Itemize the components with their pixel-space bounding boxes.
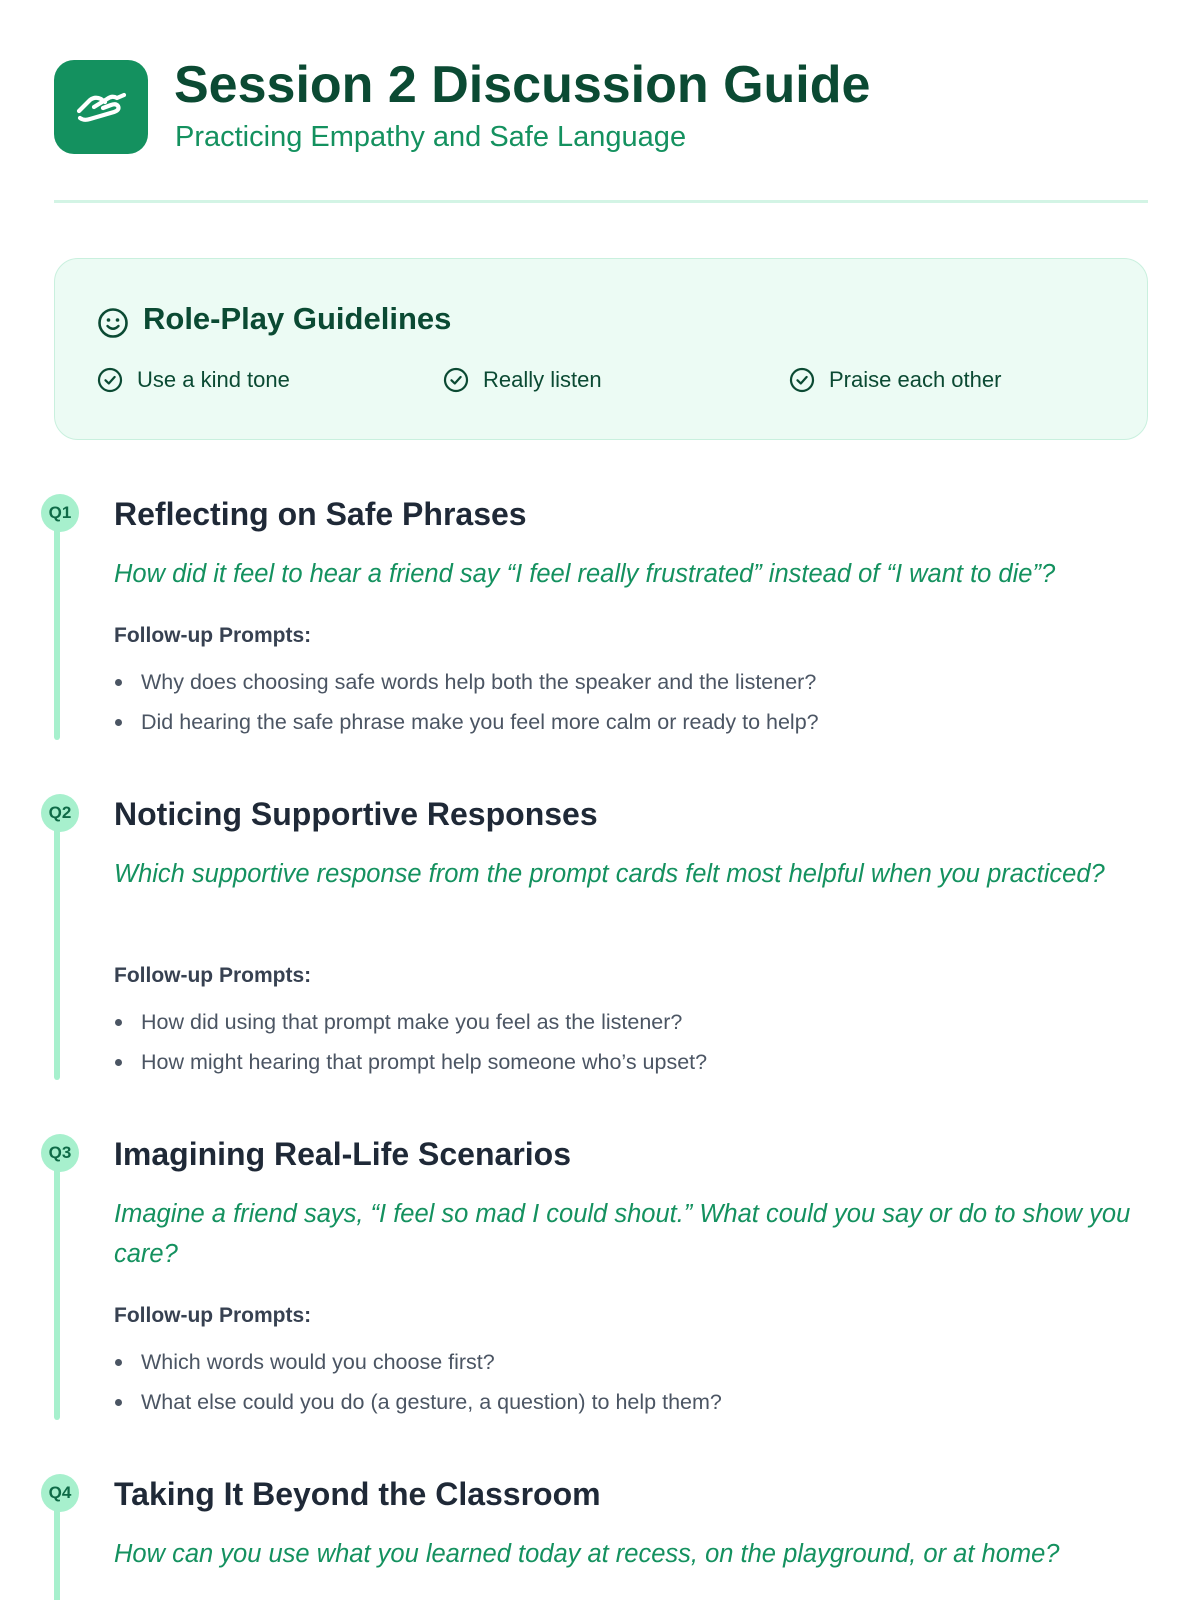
list-item: How did using that prompt make you feel as the listener? [114, 1002, 1154, 1042]
question-title: Taking It Beyond the Classroom [114, 1476, 601, 1512]
question-badge: Q4 [41, 1474, 79, 1512]
list-item: Did hearing the safe phrase make you feel more calm or ready to help? [114, 702, 1154, 742]
timeline-line [54, 810, 60, 1080]
page-header [54, 56, 1148, 155]
follow-up-list [114, 1342, 1154, 1422]
list-item: Which words would you choose first? [114, 1342, 1154, 1382]
follow-up-label: Follow-up Prompts: [114, 964, 312, 987]
logo [54, 60, 148, 154]
timeline-line [54, 510, 60, 740]
page-subtitle: Practicing Empathy and Safe Language [175, 121, 687, 153]
question-text: How can you use what you learned today at recess, on the playground, or at home? [114, 1540, 1060, 1568]
question-title: Noticing Supportive Responses [114, 796, 598, 832]
follow-up-list [114, 662, 1154, 742]
question-badge: Q3 [41, 1134, 79, 1172]
question-text: How did it feel to hear a friend say “I feel really frustrated” instead of “I want to die”? [114, 560, 1056, 588]
list-item: How might hearing that prompt help someone who’s upset? [114, 1042, 1154, 1082]
guidelines-panel [54, 258, 1148, 440]
check-circle-icon [443, 367, 469, 393]
handshake-icon [74, 87, 128, 127]
guideline-item [443, 365, 602, 395]
timeline-line [54, 1150, 60, 1420]
question-badge: Q1 [41, 494, 79, 532]
check-circle-icon [97, 367, 123, 393]
guideline-label: Praise each other [829, 367, 1002, 392]
follow-up-list [114, 1002, 1154, 1082]
question-text: Which supportive response from the prompt cards felt most helpful when you practiced? [114, 860, 1105, 888]
question-title: Imagining Real-Life Scenarios [114, 1136, 571, 1172]
check-circle-icon [789, 367, 815, 393]
question-title: Reflecting on Safe Phrases [114, 496, 527, 532]
guideline-item [97, 365, 290, 395]
question-badge: Q2 [41, 794, 79, 832]
list-item: Why does choosing safe words help both the speaker and the listener? [114, 662, 1154, 702]
header-divider [54, 200, 1148, 203]
list-item: What else could you do (a gesture, a question) to help them? [114, 1382, 1154, 1422]
guidelines-title: Role-Play Guidelines [143, 301, 452, 336]
guideline-label: Use a kind tone [137, 367, 290, 392]
page-title: Session 2 Discussion Guide [174, 56, 871, 114]
follow-up-label: Follow-up Prompts: [114, 624, 312, 647]
guideline-item [789, 365, 1001, 395]
follow-up-label: Follow-up Prompts: [114, 1304, 312, 1327]
guideline-label: Really listen [483, 367, 602, 392]
smile-icon [97, 307, 129, 339]
question-text: Imagine a friend says, “I feel so mad I could shout.” What could you say or do to show you care? [114, 1200, 1131, 1268]
